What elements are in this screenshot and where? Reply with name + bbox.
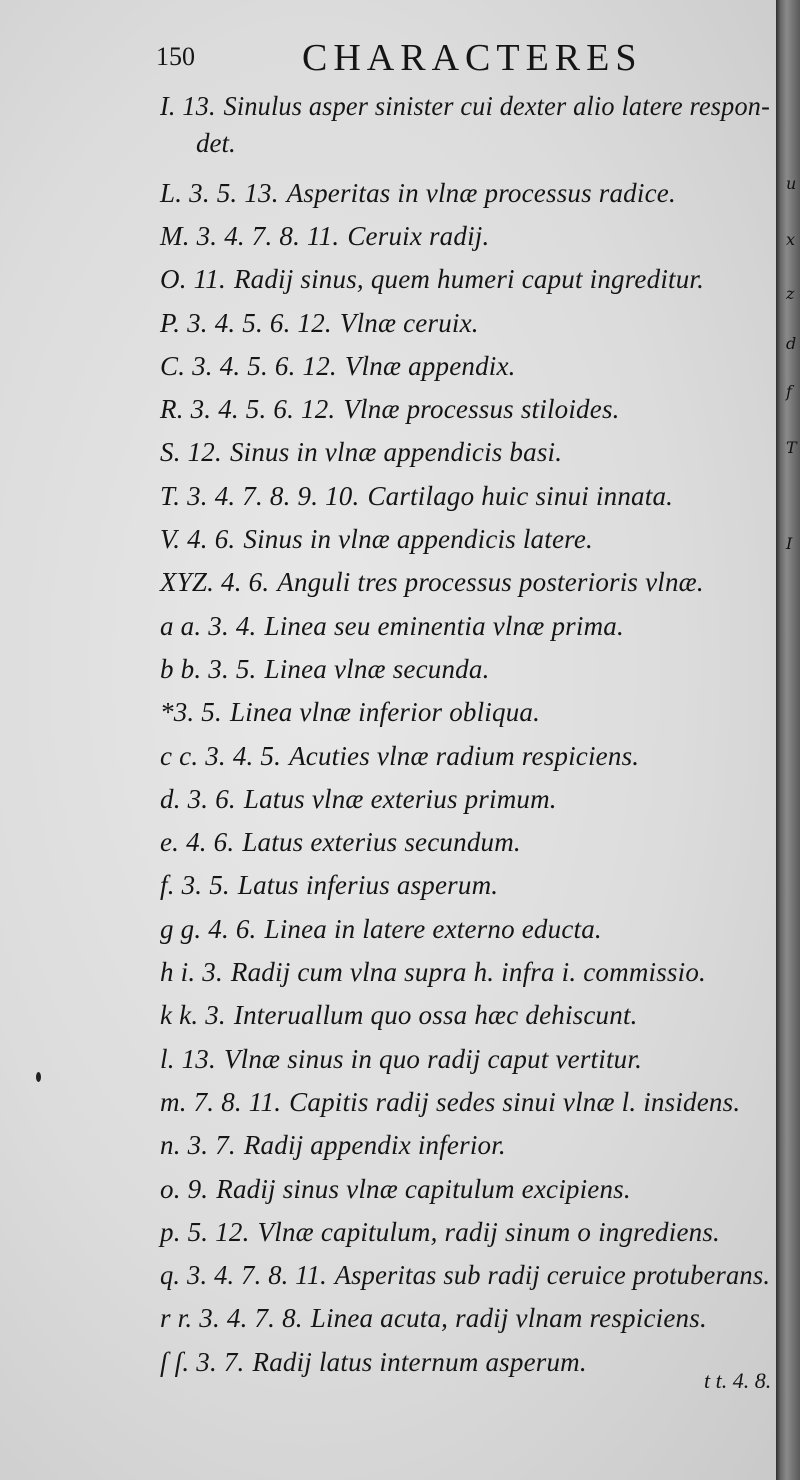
- legend-entry: [160, 1216, 720, 1248]
- facing-page-edge: [776, 0, 800, 1480]
- legend-entry: [160, 177, 676, 209]
- entry-key: L. 3. 5. 13.: [160, 177, 279, 208]
- legend-entry: [160, 436, 562, 468]
- entry-text: Vlnæ sinus in quo radij caput vertitur.: [223, 1043, 643, 1074]
- facing-page-glyph: u: [786, 174, 797, 193]
- entry-key: C. 3. 4. 5. 6. 12.: [160, 350, 337, 381]
- legend-entry: [160, 263, 704, 295]
- entry-text: Asperitas in vlnæ processus radice.: [286, 177, 676, 208]
- legend-entry: [160, 350, 516, 382]
- entry-text: Cartilago huic sinui innata.: [367, 480, 674, 511]
- entry-key: c c. 3. 4. 5.: [160, 740, 282, 771]
- entry-key: n. 3. 7.: [160, 1130, 236, 1161]
- entry-text: Linea in latere externo educta.: [264, 913, 602, 944]
- legend-entry: [160, 1043, 642, 1075]
- legend-entry: [160, 999, 638, 1031]
- legend-entry: [160, 393, 620, 425]
- legend-entry: [160, 610, 624, 642]
- entry-text: Latus exterius secundum.: [242, 827, 521, 858]
- entry-text: Vlnæ ceruix.: [339, 307, 479, 338]
- entry-text: Sinulus asper sinister cui dexter alio latere respon-: [223, 91, 771, 121]
- facing-page-glyph: f: [786, 382, 792, 401]
- legend-entry: [160, 740, 639, 772]
- entry-text: Radij sinus vlnæ capitulum excipiens.: [216, 1173, 631, 1204]
- entry-key: a a. 3. 4.: [160, 610, 257, 641]
- entry-text: Latus inferius asperum.: [237, 870, 499, 901]
- entry-text: Acuties vlnæ radium respiciens.: [289, 740, 640, 771]
- entry-key: P. 3. 4. 5. 6. 12.: [160, 307, 332, 338]
- entry-text: Latus vlnæ exterius primum.: [243, 783, 557, 814]
- legend-entry: [160, 1346, 587, 1378]
- facing-page-glyph: I: [786, 534, 793, 553]
- entry-key: b b. 3. 5.: [160, 653, 257, 684]
- entry-key: M. 3. 4. 7. 8. 11.: [160, 220, 340, 251]
- page-number: 150: [156, 42, 195, 71]
- entry-text: Sinus in vlnæ appendicis basi.: [229, 437, 563, 468]
- entry-key: r r. 3. 4. 7. 8.: [160, 1303, 303, 1334]
- entry-key: R. 3. 4. 5. 6. 12.: [160, 394, 336, 425]
- entry-key: q. 3. 4. 7. 8. 11.: [160, 1260, 327, 1291]
- entry-text: Radij sinus, quem humeri caput ingreditur.: [233, 264, 705, 295]
- legend-entry: [160, 913, 602, 945]
- legend-entry: [160, 523, 593, 555]
- entry-key: I. 13.: [160, 91, 216, 121]
- entry-text: Linea seu eminentia vlnæ prima.: [264, 610, 624, 641]
- entry-key: XYZ. 4. 6.: [160, 567, 270, 598]
- entry-key: ſ ſ. 3. 7.: [160, 1346, 245, 1377]
- entry-key: f. 3. 5.: [160, 870, 230, 901]
- entry-key: V. 4. 6.: [160, 524, 236, 554]
- entry-key: l. 13.: [160, 1043, 216, 1074]
- entry-text: Radij latus internum asperum.: [252, 1346, 587, 1377]
- legend-entry: [160, 783, 557, 815]
- entry-continuation: det.: [196, 128, 236, 159]
- legend-entry: [160, 90, 770, 122]
- legend-entry: [160, 826, 521, 858]
- legend-entry: [160, 956, 706, 988]
- facing-page-glyph: d: [786, 334, 797, 353]
- entry-key: h i. 3.: [160, 957, 223, 987]
- legend-entry: [160, 1302, 707, 1334]
- legend-entry: [160, 307, 479, 339]
- entry-text: Vlnæ capitulum, radij sinum o ingrediens.: [257, 1216, 721, 1247]
- entry-key: k k. 3.: [160, 1000, 226, 1031]
- facing-page-glyph: x: [786, 230, 796, 249]
- legend-entry: [160, 1259, 770, 1291]
- entry-key: S. 12.: [160, 437, 222, 468]
- entry-key: *3. 5.: [160, 697, 222, 728]
- entry-text: Sinus in vlnæ appendicis latere.: [243, 524, 593, 554]
- entry-key: T. 3. 4. 7. 8. 9. 10.: [160, 480, 360, 511]
- legend-entry: [160, 220, 489, 252]
- legend-entry: [160, 869, 498, 901]
- running-title: CHARACTERES: [302, 37, 643, 79]
- entry-key: e. 4. 6.: [160, 827, 235, 858]
- entry-key: g g. 4. 6.: [160, 913, 257, 944]
- entry-text: Linea acuta, radij vlnam respiciens.: [310, 1303, 707, 1334]
- facing-page-glyph: z: [786, 284, 795, 303]
- entry-text: Linea vlnæ inferior obliqua.: [229, 697, 541, 728]
- entry-text: Asperitas sub radij ceruice protuberans.: [334, 1260, 771, 1291]
- entry-key: O. 11.: [160, 264, 226, 295]
- entry-text: Radij cum vlna supra h. infra i. commissio.: [230, 957, 706, 987]
- legend-entry: [160, 480, 673, 512]
- entry-text: Linea vlnæ secunda.: [264, 653, 490, 684]
- facing-page-glyph: T: [786, 438, 797, 457]
- entry-text: Capitis radij sedes sinui vlnæ l. insidens.: [289, 1086, 741, 1117]
- legend-entry: [160, 1086, 740, 1118]
- entry-text: Vlnæ processus stiloides.: [343, 394, 620, 425]
- entry-text: Anguli tres processus posterioris vlnæ.: [277, 567, 704, 598]
- legend-entry: [160, 566, 704, 598]
- entry-text: Radij appendix inferior.: [243, 1130, 506, 1161]
- legend-entry: [160, 1129, 506, 1161]
- catchword: t t. 4. 8.: [704, 1368, 772, 1393]
- entry-key: d. 3. 6.: [160, 783, 236, 814]
- entry-text: Ceruix radij.: [347, 220, 490, 251]
- legend-entry: [160, 653, 490, 685]
- entry-key: o. 9.: [160, 1173, 209, 1204]
- entry-key: p. 5. 12.: [160, 1216, 250, 1247]
- legend-entry: [160, 696, 540, 728]
- legend-entry: [160, 1173, 631, 1205]
- entry-text: Vlnæ appendix.: [344, 350, 516, 381]
- entry-key: m. 7. 8. 11.: [160, 1086, 282, 1117]
- entry-text: Interuallum quo ossa hæc dehiscunt.: [233, 1000, 638, 1031]
